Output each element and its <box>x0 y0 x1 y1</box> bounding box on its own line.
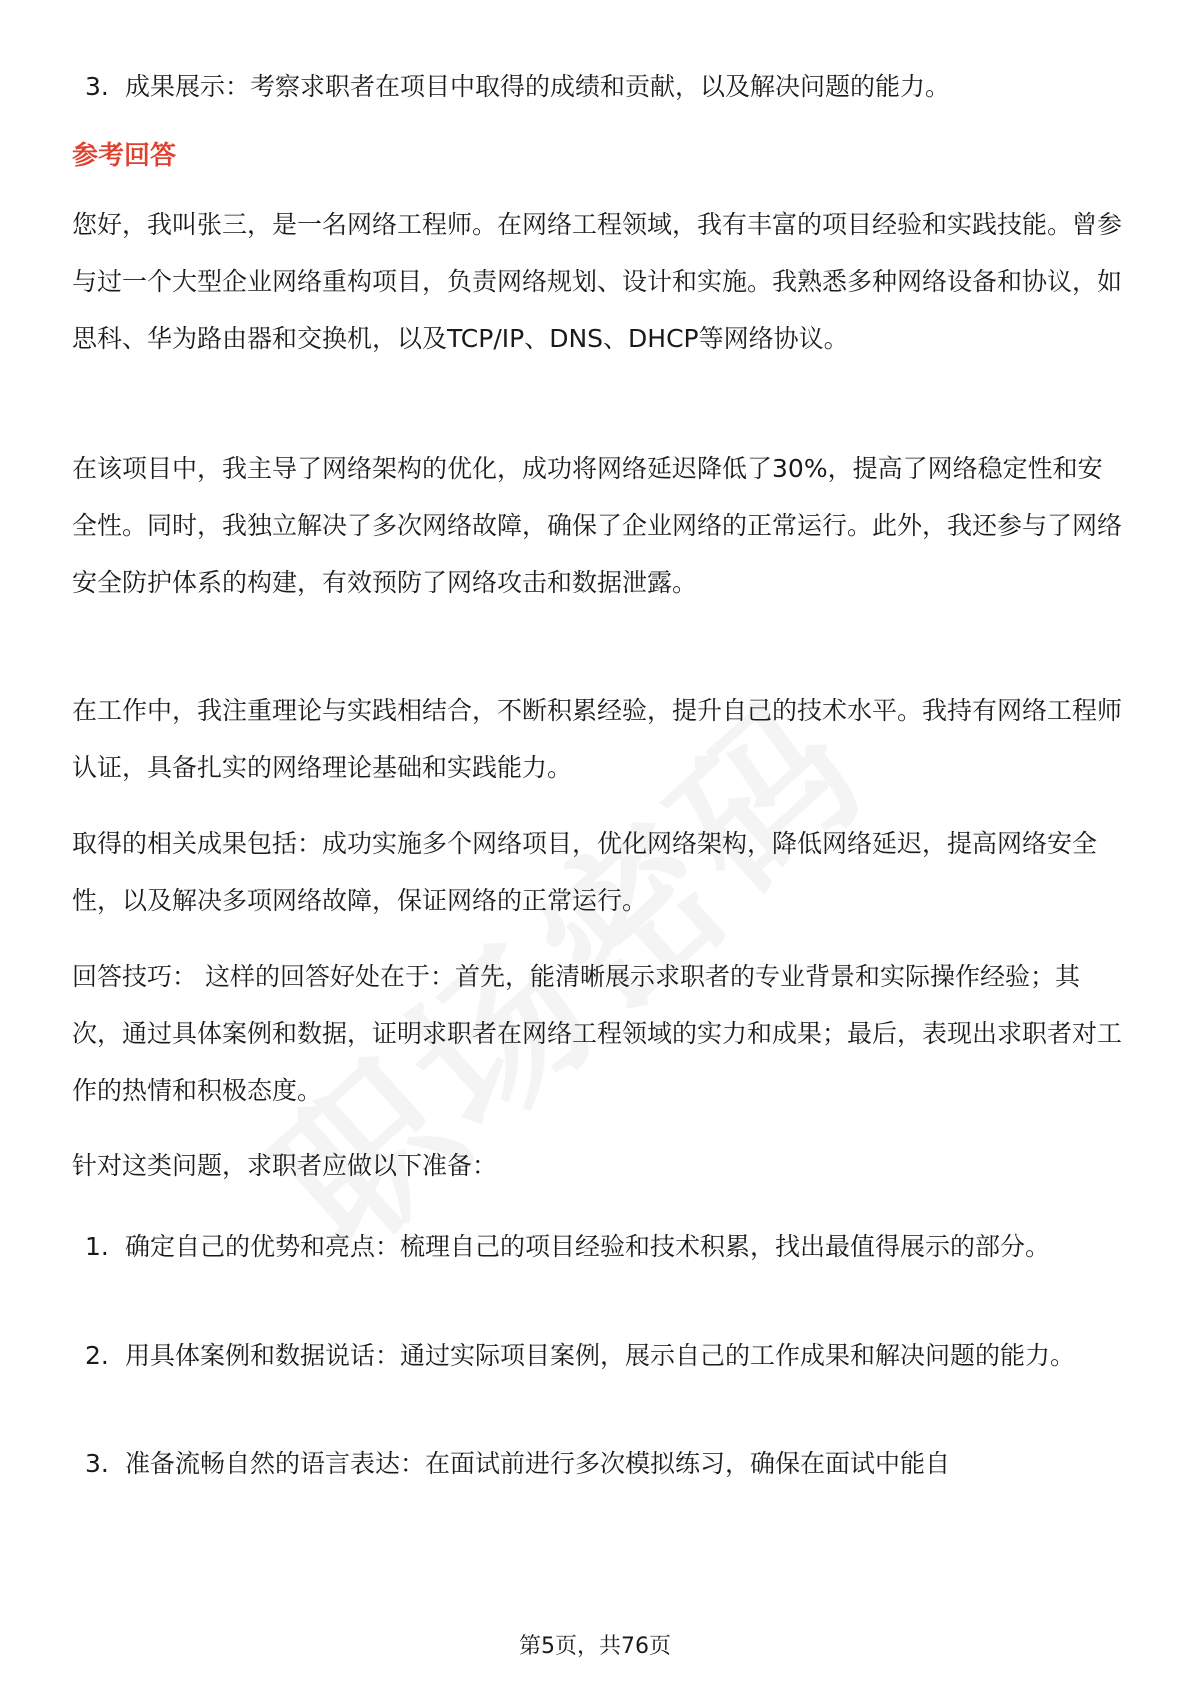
list-text: 用具体案例和数据说话：通过实际项目案例，展示自己的工作成果和解决问题的能力。 <box>125 1341 1076 1370</box>
list-number: 2. <box>85 1341 109 1370</box>
section-heading: 参考回答 <box>72 141 177 171</box>
list-number: 1. <box>85 1232 109 1261</box>
paragraph-tips: 回答技巧： 这样的回答好处在于：首先，能清晰展示求职者的专业背景和实际操作经验；其次，通过具体案例和数据，证明求职者在网络工程领域的实力和成果；最后，表现出求职者对工作的热情和积极态度。 <box>72 962 1123 1105</box>
list-number: 3. <box>85 1449 109 1478</box>
list-number: 3. <box>85 72 109 101</box>
paragraph-results: 取得的相关成果包括：成功实施多个网络项目，优化网络架构，降低网络延迟，提高网络安全性，以及解决多项网络故障，保证网络的正常运行。 <box>72 829 1098 915</box>
list-text: 准备流畅自然的语言表达：在面试前进行多次模拟练习，确保在面试中能自 <box>125 1449 951 1478</box>
paragraph-intro: 您好，我叫张三，是一名网络工程师。在网络工程领域，我有丰富的项目经验和实践技能。曾参与过一个大型企业网络重构项目，负责网络规划、设计和实施。我熟悉多种网络设备和协议，如思科、华为路由器和交换机，以及TCP/IP、DNS、DHCP等网络协议。 <box>72 210 1123 353</box>
list-text: 成果展示：考察求职者在项目中取得的成绩和贡献，以及解决问题的能力。 <box>125 72 951 101</box>
paragraph-work: 在工作中，我注重理论与实践相结合，不断积累经验，提升自己的技术水平。我持有网络工程师认证，具备扎实的网络理论基础和实践能力。 <box>72 696 1123 782</box>
paragraph-project: 在该项目中，我主导了网络架构的优化，成功将网络延迟降低了30%，提高了网络稳定性和安全性。同时，我独立解决了多次网络故障，确保了企业网络的正常运行。此外，我还参与了网络安全防护体系的构建，有效预防了网络攻击和数据泄露。 <box>72 454 1123 597</box>
paragraph-prep-intro: 针对这类问题，求职者应做以下准备： <box>72 1151 498 1180</box>
page-number-footer: 第5页，共76页 <box>519 1634 671 1659</box>
list-text: 确定自己的优势和亮点：梳理自己的项目经验和技术积累，找出最值得展示的部分。 <box>125 1232 1051 1261</box>
